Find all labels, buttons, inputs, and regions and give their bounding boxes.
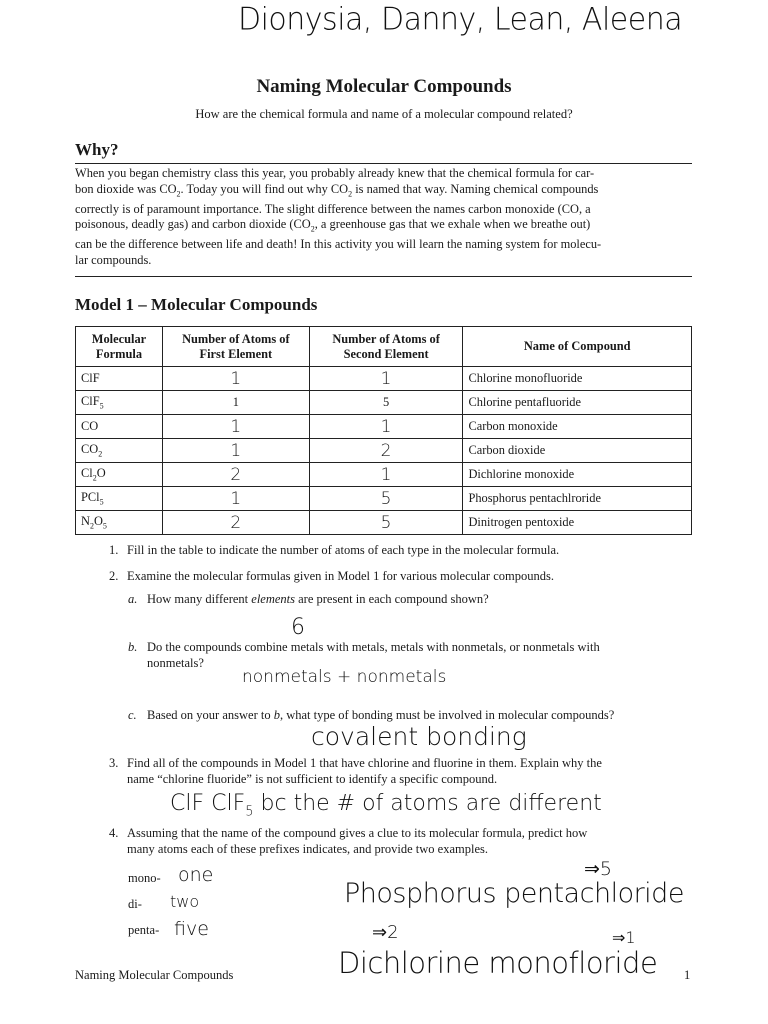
- question-text: Find all of the compounds in Model 1 that have chlorine and fluorine in them. Explain why the: [127, 756, 602, 770]
- compound-name-cell: Chlorine pentafluoride: [463, 391, 692, 415]
- table-header-row: [76, 327, 692, 367]
- second-count-cell: 2: [309, 439, 463, 463]
- question-number: 4.: [109, 826, 119, 840]
- answer-2b: nonmetals + nonmetals: [242, 667, 447, 687]
- second-count-cell: 5: [309, 391, 463, 415]
- table-row: [76, 463, 692, 487]
- formula-cell: PCl$_5$: [76, 487, 163, 511]
- page-title: Naming Molecular Compounds: [256, 76, 512, 97]
- why-line: poisonous, deadly gas) and carbon dioxide ($CO_2$, a greenhouse gas that we exhale when we breathe out): [75, 217, 591, 234]
- column-header: Number of Atoms of Second Element: [309, 327, 463, 367]
- formula-cell: ClF$_5$: [76, 391, 163, 415]
- column-header: Number of Atoms of First Element: [162, 327, 309, 367]
- question-2a: [128, 592, 489, 608]
- first-count-cell: 1: [162, 487, 309, 511]
- student-names: Dionysia, Danny, Lean, Aleena: [238, 1, 683, 38]
- table-row: [76, 415, 692, 439]
- table-row: [76, 487, 692, 511]
- question-text: Based on your answer to: [147, 708, 274, 722]
- why-line: bon dioxide was $CO_2$. Today you will find out why $CO_2$ is named that way. Naming chemical compounds: [75, 181, 599, 199]
- answer-2c: covalent bonding: [311, 722, 527, 751]
- first-count-cell: 2: [162, 511, 309, 535]
- model-heading: Model 1 – Molecular Compounds: [75, 295, 318, 314]
- answer-3: ClF ClF$_5$ bc the # of atoms are different: [170, 791, 602, 820]
- question-letter: c.: [128, 708, 137, 722]
- formula-cell: ClF: [76, 367, 163, 391]
- second-count-cell: 1: [309, 463, 463, 487]
- compound-name-cell: Dichlorine monoxide: [463, 463, 692, 487]
- question-text: name “chlorine fluoride” is not sufficient to identify a specific compound.: [127, 771, 498, 786]
- question-emphasis: b: [273, 708, 280, 722]
- question-emphasis: elements: [251, 592, 295, 606]
- question-3: [109, 756, 602, 787]
- compound-name-cell: Chlorine monofluoride: [463, 367, 692, 391]
- question-letter: b.: [128, 640, 138, 654]
- footer-title: Naming Molecular Compounds: [75, 968, 234, 982]
- model-table: [75, 326, 692, 535]
- example-2-note-mono: ⇒1: [612, 928, 636, 947]
- table-row: [76, 439, 692, 463]
- formula-cell: $N_2O_5$: [76, 511, 163, 535]
- why-bottom-rule: [75, 276, 692, 277]
- column-header: Name of Compound: [463, 327, 692, 367]
- example-2-note-di: ⇒2: [372, 922, 399, 943]
- first-count-cell: 1: [162, 415, 309, 439]
- question-text: How many different: [147, 592, 252, 606]
- question-text: Assuming that the name of the compound gives a clue to its molecular formula, predict how: [127, 826, 588, 840]
- question-text: nonmetals?: [147, 655, 204, 670]
- page-subtitle: How are the chemical formula and name of a molecular compound related?: [195, 107, 573, 121]
- second-count-cell: 5: [309, 487, 463, 511]
- question-number: 2.: [109, 569, 119, 583]
- table-row: [76, 511, 692, 535]
- first-count-cell: 1: [162, 439, 309, 463]
- question-text: Fill in the table to indicate the number of atoms of each type in the molecular formula.: [127, 543, 560, 557]
- question-text: , what type of bonding must be involved in molecular compounds?: [279, 708, 615, 722]
- question-text: Do the compounds combine metals with metals, metals with nonmetals, or nonmetals with: [147, 640, 600, 654]
- compound-name-cell: Phosphorus pentachlroride: [463, 487, 692, 511]
- why-line: When you began chemistry class this year, you probably already knew that the chemical formula for car-: [75, 166, 595, 180]
- question-text: Examine the molecular formulas given in Model 1 for various molecular compounds.: [127, 569, 554, 583]
- question-letter: a.: [128, 592, 138, 606]
- question-number: 3.: [109, 756, 119, 770]
- column-header: Molecular Formula: [76, 327, 163, 367]
- example-1-note: ⇒5: [584, 858, 613, 880]
- first-count-cell: 1: [162, 391, 309, 415]
- why-line: lar compounds.: [75, 252, 152, 267]
- why-top-rule: [75, 163, 692, 164]
- second-count-cell: 1: [309, 415, 463, 439]
- table-row: [76, 391, 692, 415]
- question-text: are present in each compound shown?: [295, 592, 489, 606]
- formula-cell: $Cl_2O$: [76, 463, 163, 487]
- answer-penta: five: [174, 918, 209, 940]
- question-4: [109, 826, 587, 857]
- why-paragraph: [75, 166, 695, 269]
- why-line: can be the difference between life and death! In this activity you will learn the naming system for molecu-: [75, 237, 602, 252]
- formula-cell: $CO_2$: [76, 439, 163, 463]
- question-1: [109, 543, 559, 559]
- question-2: [109, 569, 554, 585]
- question-text: many atoms each of these prefixes indicates, and provide two examples.: [127, 841, 488, 856]
- example-1: Phosphorus pentachloride: [344, 878, 684, 909]
- answer-di: two: [170, 892, 200, 911]
- page-number: 1: [684, 968, 691, 982]
- why-line: correctly is of paramount importance. The slight difference between the names carbon monoxide (CO, a: [75, 201, 591, 216]
- compound-name-cell: Carbon dioxide: [463, 439, 692, 463]
- first-count-cell: 1: [162, 367, 309, 391]
- answer-2a: 6: [291, 615, 305, 640]
- prefix-mono: mono-: [128, 871, 161, 885]
- prefix-penta: penta-: [128, 923, 160, 937]
- answer-mono: one: [178, 864, 214, 886]
- table-row: [76, 367, 692, 391]
- compound-name-cell: Carbon monoxide: [463, 415, 692, 439]
- why-heading: Why?: [75, 140, 119, 159]
- example-2: Dichlorine monofloride: [338, 946, 658, 980]
- question-number: 1.: [109, 543, 119, 557]
- prefix-di: di-: [128, 897, 142, 911]
- formula-cell: CO: [76, 415, 163, 439]
- compound-name-cell: Dinitrogen pentoxide: [463, 511, 692, 535]
- first-count-cell: 2: [162, 463, 309, 487]
- second-count-cell: 5: [309, 511, 463, 535]
- second-count-cell: 1: [309, 367, 463, 391]
